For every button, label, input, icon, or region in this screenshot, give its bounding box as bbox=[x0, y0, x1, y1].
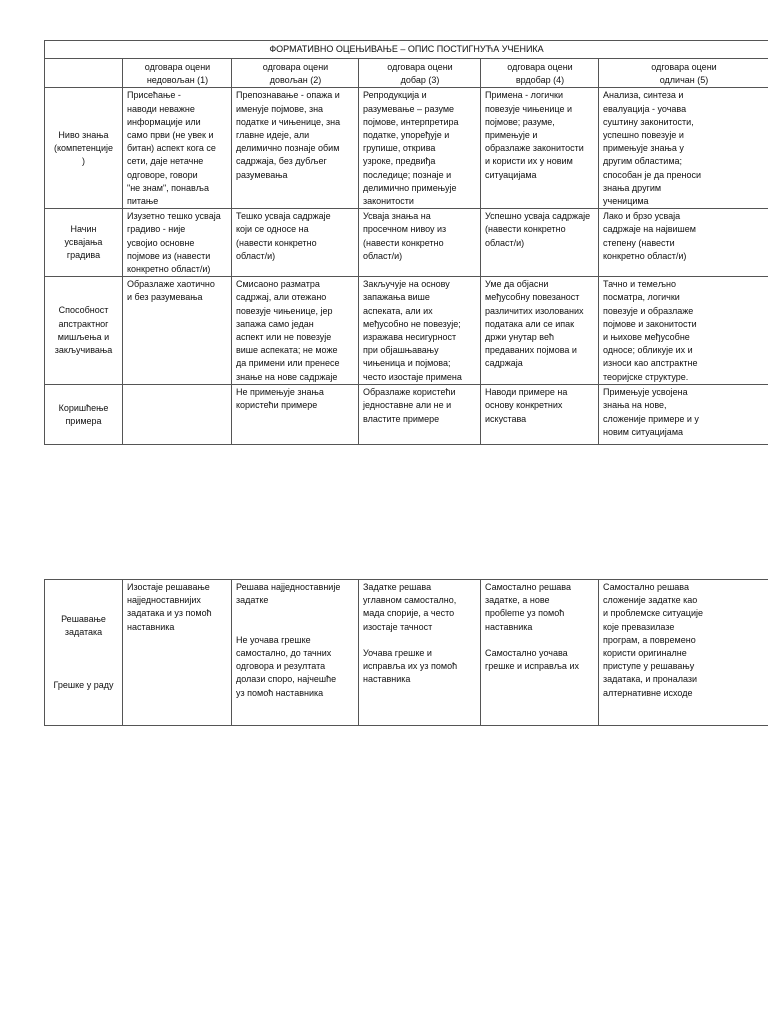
criterion-abstract-thinking: Способност апстрактног мишљења и закључивања bbox=[45, 277, 123, 385]
descriptor-cell: Самостално решава сложеније задатке као и проблемске ситуације које превазилазе програм, а повремено користи оригиналне приступе у решавању задатака, и проналази алтернативне исходе bbox=[599, 580, 768, 726]
grade-header-5: одговара оцени одличан (5) bbox=[599, 59, 768, 88]
table-row bbox=[45, 580, 768, 726]
descriptor-cell: Примењује усвојена знања на нове, сложеније примере и у новим ситуацијама bbox=[599, 385, 768, 445]
table-row bbox=[45, 209, 768, 277]
descriptor-cell: Изостаје решавање најједноставнијих задатака и уз помоћ наставника bbox=[123, 580, 232, 726]
descriptor-cell: Наводи примере на основу конкретних искустава bbox=[481, 385, 599, 445]
grade-header-2: одговара оцени довољан (2) bbox=[232, 59, 359, 88]
table-row bbox=[45, 277, 768, 385]
criterion-knowledge-level: Ниво знања (компетенције ) bbox=[45, 88, 123, 209]
criterion-task-solving: Решавање задатака Грешке у раду bbox=[45, 580, 123, 726]
descriptor-cell: Анализа, синтеза и евалуација - уочава суштину законитости, успешно повезује и примењује знања у другим областима; способан је да преноси знања другим ученицима bbox=[599, 88, 768, 209]
descriptor-cell: Изузетно тешко усваја градиво - није усвојио основне појмове из (навести конкретно област/и) bbox=[123, 209, 232, 277]
descriptor-cell: Закључује на основу запажања више аспеката, али их међусобно не повезује; изражава несигурност при објашњавању чињеница и појмова; често изостаје примена bbox=[359, 277, 481, 385]
table-title: ФОРМАТИВНО ОЦЕЊИВАЊЕ – ОПИС ПОСТИГНУЋА УЧЕНИКА bbox=[45, 41, 768, 59]
formative-assessment-table bbox=[44, 40, 768, 445]
descriptor-cell: Тачно и темељно посматра, логички повезује и образлаже појмове и законитости и њихове међусобне односе; обликује их и износи као апстрактне теоријске структуре. bbox=[599, 277, 768, 385]
descriptor-cell: Примена - логички повезује чињенице и појмове; разуме, примењује и образлаже законитости и користи их у новим ситуацијама bbox=[481, 88, 599, 209]
descriptor-cell: Присећање - наводи неважне информације или само први (не увек и битан) аспект кога се сети, даје нетачне одговоре, говори "не знам", понавља питање bbox=[123, 88, 232, 209]
descriptor-cell: Образлаже користећи једноставне али не и властите примере bbox=[359, 385, 481, 445]
descriptor-cell: Решава најједноставније задатке Не уочава грешке самостално, до тачних одговора и резултата долази споро, најчешће уз помоћ наставника bbox=[232, 580, 359, 726]
grade-header-3: одговара оцени добар (3) bbox=[359, 59, 481, 88]
descriptor-cell: Лако и брзо усваја садржаје на највишем степену (навести конкретно област/и) bbox=[599, 209, 768, 277]
table-row bbox=[45, 88, 768, 209]
criterion-learning-method: Начин усвајања градива bbox=[45, 209, 123, 277]
grade-header-4: одговара оцени врдобар (4) bbox=[481, 59, 599, 88]
descriptor-cell: Успешно усваја садржаје (навести конкретно област/и) bbox=[481, 209, 599, 277]
table-row bbox=[45, 385, 768, 445]
grade-header-1: одговара оцени недовољан (1) bbox=[123, 59, 232, 88]
descriptor-cell: Самостално решава задатке, а нове пробleme уз помоћ наставника Самостално уочава грешке и исправља их bbox=[481, 580, 599, 726]
descriptor-cell: Препознавање - опажа и именује појмове, зна податке и чињенице, зна главне идеје, али делимично познаје обим садржаја, без дубљег разумевања bbox=[232, 88, 359, 209]
descriptor-cell: Задатке решава углавном самостално, мада спорије, а често изостаје тачност Уочава грешке и исправља их уз помоћ наставника bbox=[359, 580, 481, 726]
descriptor-cell: Уме да објасни међусобну повезаност различитих изолованих података али се ипак држи унутар већ предаваних појмова и садржаја bbox=[481, 277, 599, 385]
corner-cell bbox=[45, 59, 123, 88]
descriptor-cell: Усваја знања на просечном нивоу из (навести конкретно област/и) bbox=[359, 209, 481, 277]
descriptor-cell: Не примењује знања користећи примере bbox=[232, 385, 359, 445]
descriptor-cell: Образлаже хаотично и без разумевања bbox=[123, 277, 232, 385]
descriptor-cell bbox=[123, 385, 232, 445]
task-solving-table bbox=[44, 579, 768, 726]
descriptor-cell: Смисаоно разматра садржај, али отежано повезује чињенице, јер запажа само један аспект или не повезује више аспеката; не може да примени или пренесе знање на нове садржаје bbox=[232, 277, 359, 385]
descriptor-cell: Тешко усваја садржаје који се односе на (навести конкретно област/и) bbox=[232, 209, 359, 277]
criterion-using-examples: Коришћење примера bbox=[45, 385, 123, 445]
descriptor-cell: Репродукција и разумевање – разуме појмове, интерпретира податке, упоређује и групише, открива узроке, предвиђа последице; познаје и делимично примењује законитости bbox=[359, 88, 481, 209]
